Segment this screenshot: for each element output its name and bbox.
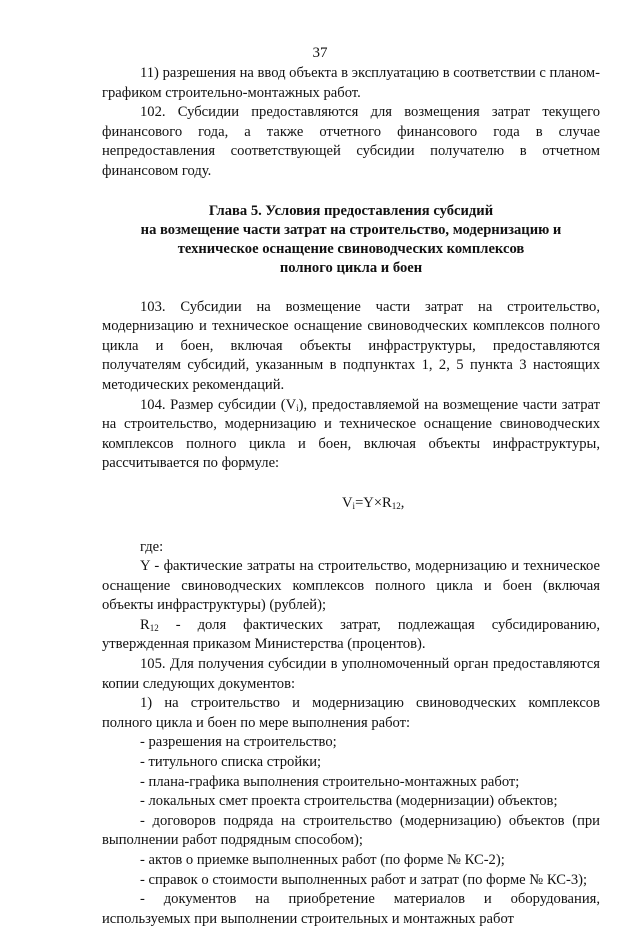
list-intro: 1) на строительство и модернизацию свиноводческих комплексов полного цикла и боен по мере выполнения работ:: [102, 695, 600, 731]
paragraph-103: 103. Субсидии на возмещение части затрат на строительство, модернизацию и техническое оснащение свиноводческих комплексов полного цикла и боен, включая объекты инфраструктуры, предоставляются получателям субсидий, указанным в подпунктах 1, 2, 5 пункта 3 настоящих методических рекомендаций.: [102, 298, 600, 393]
formula-v: V: [342, 494, 353, 511]
list-item: - титульного списка стройки;: [140, 754, 322, 771]
list-item: - локальных смет проекта строительства (модернизации) объектов;: [140, 793, 558, 810]
formula-v-subscript: i: [352, 500, 356, 511]
chapter-heading: [102, 202, 600, 278]
formula-middle: =Y×R: [355, 494, 392, 511]
chapter-heading-line: техническое оснащение свиноводческих комплексов: [177, 240, 525, 257]
list-item: - договоров подряда на строительство (модернизацию) объектов (при выполнении работ подрядным способом);: [102, 812, 600, 849]
paragraph-104-rest: ), предоставляемой на возмещение части затрат на строительство, модернизацию и техническое оснащение свиноводческих комплексов полного цикла и боен, включая объекты инфраструктуры, рассчитывается по формуле:: [102, 396, 600, 472]
subscript: i: [296, 402, 299, 413]
definition-r: [102, 616, 600, 655]
chapter-heading-line: полного цикла и боен: [279, 259, 423, 276]
where-label: где:: [140, 538, 164, 555]
list-item: - плана-графика выполнения строительно-монтажных работ;: [140, 773, 520, 790]
formula-end: ,: [400, 494, 405, 511]
list-item: - разрешения на строительство;: [140, 734, 337, 751]
definition-r-symbol: R: [140, 616, 150, 633]
document-body: [102, 64, 600, 929]
formula-r-subscript: 12: [391, 500, 401, 511]
definition-r-text: - доля фактических затрат, подлежащая субсидированию, утвержденная приказом Министерства (процентов).: [102, 616, 600, 653]
list-item: - справок о стоимости выполненных работ и затрат (по форме № КС-3);: [140, 871, 588, 888]
list-item: - актов о приемке выполненных работ (по форме № КС-2);: [140, 852, 505, 868]
definition-r-subscript: 12: [149, 622, 159, 633]
chapter-heading-line: на возмещение части затрат на строительство, модернизацию и: [140, 221, 562, 238]
definition-y: Y - фактические затраты на строительство, модернизацию и техническое оснащение свиноводческих комплексов полного цикла и боен (включая объекты инфраструктуры) (рублей);: [102, 558, 600, 614]
page-number: 37: [312, 45, 328, 61]
paragraph-11: 11) разрешения на ввод объекта в эксплуатацию в соответствии с планом-графиком строительно-монтажных работ.: [102, 65, 600, 101]
paragraph-104-start: 104. Размер субсидии (V: [140, 396, 297, 413]
chapter-heading-line: Глава 5. Условия предоставления субсидий: [208, 202, 494, 219]
paragraph-104: [102, 396, 600, 474]
paragraph-102: 102. Субсидии предоставляются для возмещения затрат текущего финансового года, а также отчетного финансового года в случае непредоставления соответствующей субсидии получателю в отчетном финансовом году.: [102, 104, 600, 179]
paragraph-105: 105. Для получения субсидии в уполномоченный орган предоставляются копии следующих документов:: [102, 656, 600, 692]
formula: [102, 494, 600, 514]
list-item: - документов на приобретение материалов и оборудования, используемых при выполнении строительных и монтажных работ: [102, 891, 600, 927]
